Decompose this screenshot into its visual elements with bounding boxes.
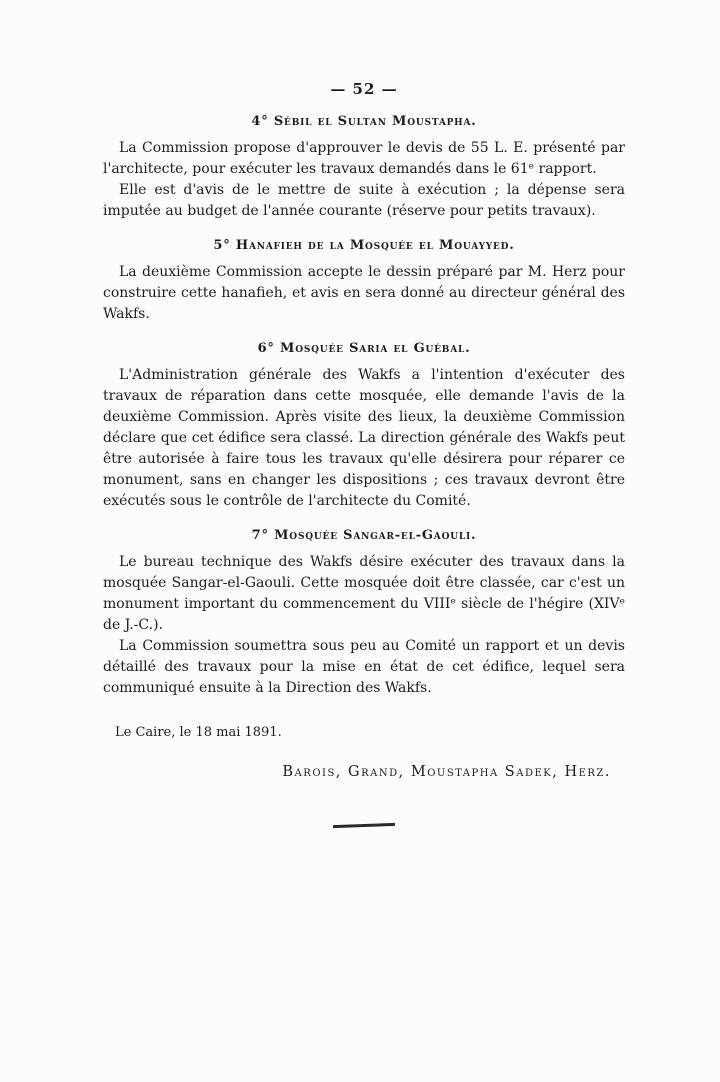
section-heading-mosquee-sangar-el-gaouli: 7° Mosquée Sangar-el-Gaouli. [251,528,477,543]
section-heading-hanafieh-mosquee-el-mouayyed: 5° Hanafieh de la Mosquée el Mouayyed. [213,238,515,253]
section-heading-sebil-el-sultan-moustapha: 4° Sébil el Sultan Moustapha. [251,114,477,129]
dateline: Le Caire, le 18 mai 1891. [115,725,282,740]
paragraph: Elle est d'avis de le mettre de suite à exécution ; la dépense sera imputée au budget de l'année courante (réserve pour petits travaux). [103,182,625,219]
section-heading-mosquee-saria-el-guebal: 6° Mosquée Saria el Guébal. [257,341,471,356]
paragraph: La Commission propose d'approuver le devis de 55 L. E. présenté par l'architecte, pour exécuter les travaux demandés dans le 61ᵉ rapport. [103,140,625,177]
signatures: Barois, Grand, Moustapha Sadek, Herz. [282,764,611,780]
page-number: — 52 — [330,80,398,98]
paragraph: L'Administration générale des Wakfs a l'intention d'exécuter des travaux de réparation dans cette mosquée, elle demande l'avis de la deuxième Commission. Après visite des lieux, la deuxième Commission déclare que cet édifice sera classé. La direction générale des Wakfs peut être autorisée à faire tous les travaux qu'elle désirera pour réparer ce monument, sans en changer les dispositions ; ces travaux devront être exécutés sous le contrôle de l'architecte du Comité. [103,367,625,509]
paragraph: Le bureau technique des Wakfs désire exécuter des travaux dans la mosquée Sangar-el-Gaouli. Cette mosquée doit être classée, car c'est un monument important du commencement du VIIIᵉ siècle de l'hégire (XIVᵉ de J.-C.). [103,554,625,633]
paragraph: La deuxième Commission accepte le dessin préparé par M. Herz pour construire cette hanafieh, et avis en sera donné au directeur général des Wakfs. [103,264,625,322]
page-content [103,80,625,827]
end-rule-divider [333,823,395,828]
paragraph: La Commission soumettra sous peu au Comité un rapport et un devis détaillé des travaux pour la mise en état de cet édifice, lequel sera communiqué ensuite à la Direction des Wakfs. [103,638,625,696]
